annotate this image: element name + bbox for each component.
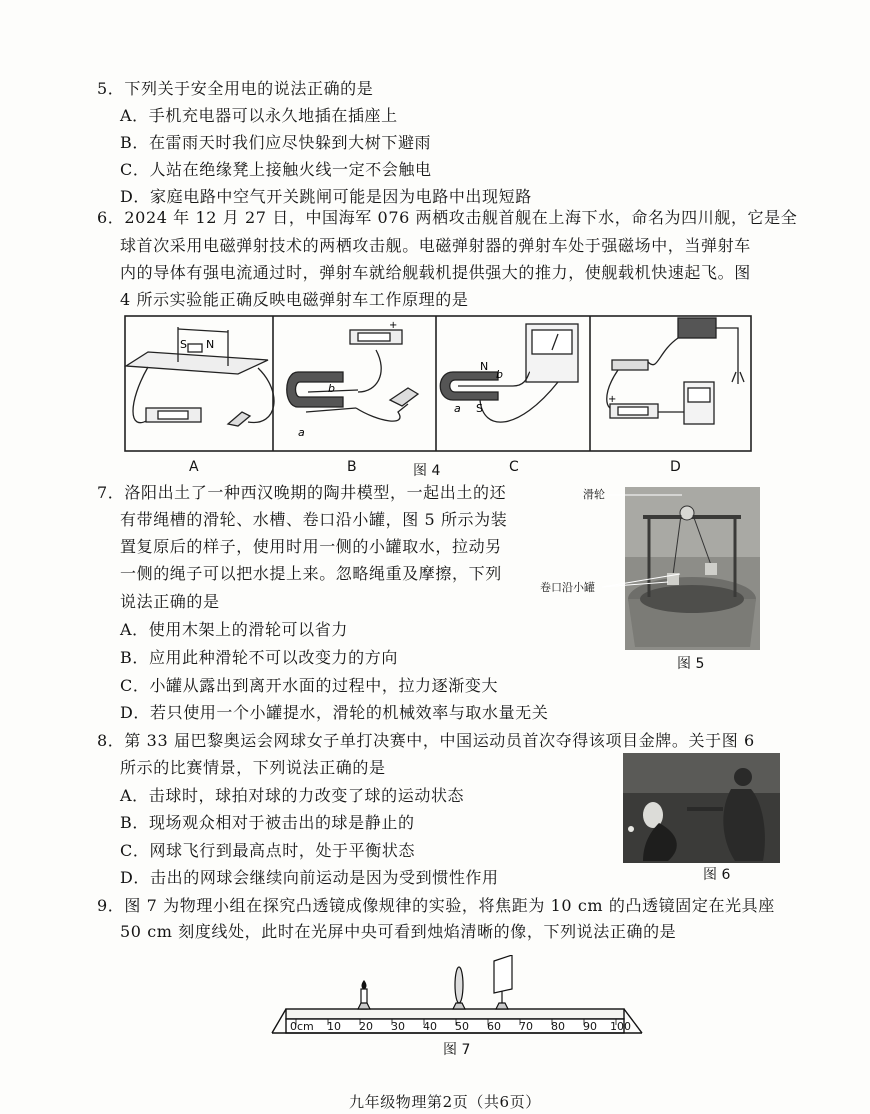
fig5-leader-lines [600,490,690,600]
fig7-scale-unit: 0cm [290,1020,314,1033]
fig4-panel-label-b: B [347,459,357,475]
figure-4-panel-a-drawing [126,327,274,426]
fig7-screen [494,955,512,1009]
fig4-b-label-b: b [328,382,335,395]
q6-stem-line-4: 4 所示实验能正确反映电磁弹射车工作原理的是 [120,290,469,309]
q6-stem-line-2: 球首次采用电磁弹射技术的两栖攻击舰。电磁弹射器的弹射车处于强磁场中，当弹射车 [120,236,751,255]
fig5-caption: 图 5 [677,656,705,672]
q7-stem-line-2: 有带绳槽的滑轮、水槽、卷口沿小罐，图 5 所示为装 [120,510,508,529]
q7-stem-line-1: 7．洛阳出土了一种西汉晚期的陶井模型，一起出土的还 [97,483,507,502]
q8-option-d: D．击出的网球会继续向前运动是因为受到惯性作用 [120,868,499,887]
figure-4-panel-c-drawing [440,324,578,422]
figure-4-panel-d-drawing [607,318,744,424]
q7-stem-line-4: 一侧的绳子可以把水提上来。忽略绳重及摩擦，下列 [120,564,502,583]
fig4-b-label-a: a [298,426,305,439]
fig7-tick-90: 90 [583,1020,597,1033]
fig5-label-pulley: 滑轮 [583,488,605,501]
fig7-lens [453,967,465,1009]
fig4-c-label-n: N [480,360,489,373]
fig7-tick-70: 70 [519,1020,533,1033]
q5-option-a: A．手机充电器可以永久地插在插座上 [120,106,398,125]
fig7-tick-40: 40 [423,1020,437,1033]
fig4-caption: 图 4 [413,463,441,479]
fig4-panel-label-a: A [189,459,199,475]
fig7-tick-20: 20 [359,1020,373,1033]
fig6-caption: 图 6 [703,867,731,883]
q6-stem-line-1: 6．2024 年 12 月 27 日，中国海军 076 两栖攻击舰首舰在上海下水，命名为四川舰，它是全 [97,208,798,227]
q5-stem: 5．下列关于安全用电的说法正确的是 [97,79,374,98]
q5-option-c: C．人站在绝缘凳上接触火线一定不会触电 [120,160,432,179]
fig7-candle [358,981,370,1009]
fig4-a-label-n: N [206,338,215,351]
figure-6-photo [623,753,780,863]
fig4-a-label-s: S [180,338,187,351]
q8-stem-line-2: 所示的比赛情景，下列说法正确的是 [120,758,386,777]
q7-option-a: A．使用木架上的滑轮可以省力 [120,620,348,639]
fig7-tick-50: 50 [455,1020,469,1033]
fig7-tick-60: 60 [487,1020,501,1033]
q8-option-b: B．现场观众相对于被击出的球是静止的 [120,813,415,832]
figure-4 [118,312,758,458]
figure-4-panel-b-drawing [287,330,418,421]
q9-stem-line-2: 50 cm 刻度线处，此时在光屏中央可看到烛焰清晰的像，下列说法正确的是 [120,922,677,941]
fig7-tick-30: 30 [391,1020,405,1033]
fig4-c-label-a: a [454,402,461,415]
q7-option-b: B．应用此种滑轮不可以改变力的方向 [120,648,398,667]
fig7-tick-80: 80 [551,1020,565,1033]
fig4-panel-label-c: C [509,459,519,475]
q8-option-a: A．击球时，球拍对球的力改变了球的运动状态 [120,786,465,805]
fig4-b-plus: + [389,320,398,331]
q7-stem-line-3: 置复原后的样子，使用时用一侧的小罐取水，拉动另 [120,537,502,556]
fig4-d-plus: + [608,394,617,405]
q7-stem-line-5: 说法正确的是 [120,592,220,611]
q5-option-b: B．在雷雨天时我们应尽快躲到大树下避雨 [120,133,432,152]
fig7-caption: 图 7 [443,1042,471,1058]
q8-stem-line-1: 8．第 33 届巴黎奥运会网球女子单打决赛中，中国运动员首次夺得该项目金牌。关于图 6 [97,731,755,750]
q7-option-c: C．小罐从露出到离开水面的过程中，拉力逐渐变大 [120,676,499,695]
q9-stem-line-1: 9．图 7 为物理小组在探究凸透镜成像规律的实验，将焦距为 10 cm 的凸透镜固定在光具座 [97,896,775,915]
fig7-tick-100: 100 [610,1020,631,1033]
q5-option-d: D．家庭电路中空气开关跳闸可能是因为电路中出现短路 [120,187,532,206]
q6-stem-line-3: 内的导体有强电流通过时，弹射车就给舰载机提供强大的推力，使舰载机快速起飞。图 [120,263,751,282]
fig4-panel-label-d: D [670,459,681,475]
page-footer: 九年级物理第2页（共6页） [349,1093,541,1111]
fig4-c-label-s: S [476,402,483,415]
q8-option-c: C．网球飞行到最高点时，处于平衡状态 [120,841,416,860]
q7-option-d: D．若只使用一个小罐提水，滑轮的机械效率与取水量无关 [120,703,549,722]
fig7-tick-10: 10 [327,1020,341,1033]
fig4-c-label-b: b [496,368,503,381]
fig5-label-jar: 卷口沿小罐 [540,581,595,594]
